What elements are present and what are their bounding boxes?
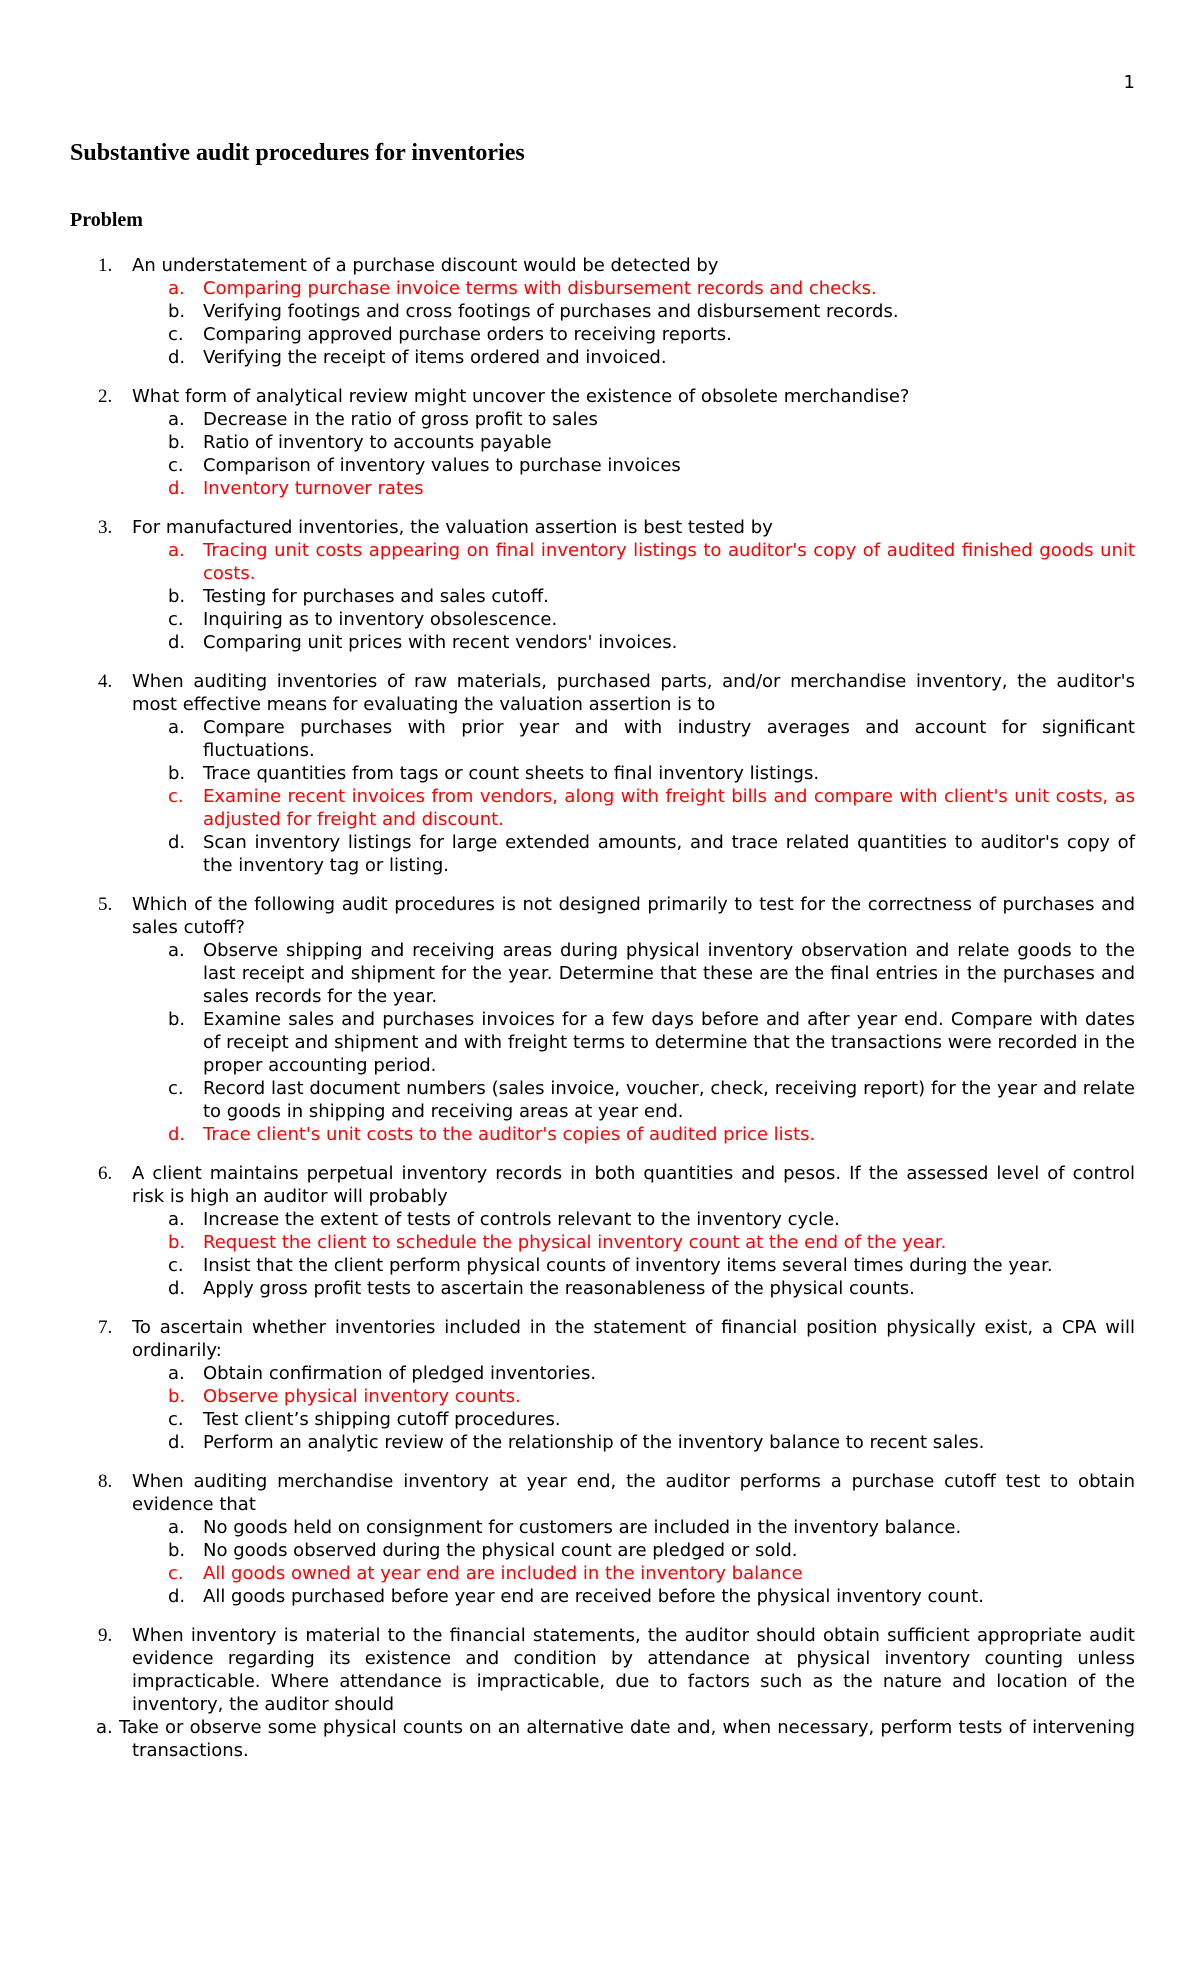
option-text: Insist that the client perform physical counts of inventory items several times during the year. xyxy=(203,1255,1053,1276)
option-c xyxy=(132,323,1135,346)
option-letter: a. xyxy=(168,1517,185,1538)
option-b xyxy=(132,762,1135,785)
question-8 xyxy=(70,1470,1135,1608)
option-b xyxy=(132,431,1135,454)
document-content xyxy=(70,140,1135,1778)
option-letter: d. xyxy=(168,347,186,368)
question-text: When auditing inventories of raw materials, purchased parts, and/or merchandise inventory, the auditor's most effective means for evaluating the valuation assertion is to xyxy=(132,671,1135,715)
option-letter: a. xyxy=(168,278,185,299)
question-6 xyxy=(70,1162,1135,1300)
option-letter: d. xyxy=(168,832,186,853)
option-letter: b. xyxy=(168,301,186,322)
question-3 xyxy=(70,516,1135,654)
option-d xyxy=(132,631,1135,654)
option-list xyxy=(132,1516,1135,1608)
question-7 xyxy=(70,1316,1135,1454)
option-text: Observe physical inventory counts. xyxy=(203,1386,521,1407)
option-c xyxy=(132,1408,1135,1431)
question-text: To ascertain whether inventories included in the statement of financial position physically exist, a CPA will ordinarily: xyxy=(132,1317,1135,1361)
option-text: Request the client to schedule the physical inventory count at the end of the year. xyxy=(203,1232,947,1253)
option-letter: c. xyxy=(168,1078,184,1099)
option-letter: a. xyxy=(168,540,185,561)
question-text: Which of the following audit procedures is not designed primarily to test for the correctness of purchases and sales cutoff? xyxy=(132,894,1135,938)
option-text: Comparing unit prices with recent vendors' invoices. xyxy=(203,632,678,653)
option-text: Trace quantities from tags or count sheets to final inventory listings. xyxy=(203,763,820,784)
option-letter: b. xyxy=(168,432,186,453)
option-b-answer xyxy=(132,1385,1135,1408)
option-letter: b. xyxy=(168,763,186,784)
option-list xyxy=(132,1208,1135,1300)
document-title: Substantive audit procedures for inventories xyxy=(70,140,525,166)
option-b xyxy=(132,300,1135,323)
option-text: Testing for purchases and sales cutoff. xyxy=(203,586,549,607)
option-d xyxy=(132,1277,1135,1300)
option-text: No goods held on consignment for customers are included in the inventory balance. xyxy=(203,1517,962,1538)
option-letter: b. xyxy=(168,1386,186,1407)
option-list xyxy=(132,408,1135,500)
option-b xyxy=(132,585,1135,608)
question-number: 8. xyxy=(98,1471,113,1492)
option-text: Examine sales and purchases invoices for a few days before and after year end. Compare with dates of receipt and shipment and with freight terms to determine that the transactions were recorded in the proper accounting period. xyxy=(203,1009,1135,1076)
option-list xyxy=(96,1716,1135,1762)
option-a xyxy=(132,1362,1135,1385)
option-letter: d. xyxy=(168,1432,186,1453)
option-c xyxy=(132,608,1135,631)
option-d xyxy=(132,346,1135,369)
option-letter: b. xyxy=(168,1540,186,1561)
option-b xyxy=(132,1539,1135,1562)
option-text: Verifying the receipt of items ordered and invoiced. xyxy=(203,347,667,368)
option-b-answer xyxy=(132,1231,1135,1254)
option-text: Obtain confirmation of pledged inventories. xyxy=(203,1363,597,1384)
question-list xyxy=(70,254,1135,1762)
option-letter: a. xyxy=(168,940,185,961)
option-letter: a. xyxy=(168,1363,185,1384)
option-a xyxy=(132,1208,1135,1231)
option-letter: d. xyxy=(168,1124,186,1145)
option-text: Take or observe some physical counts on an alternative date and, when necessary, perform tests of intervening transactions. xyxy=(118,1717,1135,1761)
question-number: 9. xyxy=(98,1625,113,1646)
option-letter: d. xyxy=(168,632,186,653)
question-9 xyxy=(70,1624,1135,1762)
option-list xyxy=(132,716,1135,877)
question-number: 2. xyxy=(98,386,113,407)
option-letter: a. xyxy=(168,1209,185,1230)
option-d xyxy=(132,831,1135,877)
option-a xyxy=(132,1516,1135,1539)
option-a xyxy=(132,939,1135,1008)
option-d-answer xyxy=(132,477,1135,500)
option-letter: a. xyxy=(168,409,185,430)
option-text: Increase the extent of tests of controls relevant to the inventory cycle. xyxy=(203,1209,840,1230)
question-number: 6. xyxy=(98,1163,113,1184)
option-letter: c. xyxy=(168,455,184,476)
option-letter: b. xyxy=(168,1232,186,1253)
option-letter: c. xyxy=(168,1409,184,1430)
question-1 xyxy=(70,254,1135,369)
question-number: 4. xyxy=(98,671,113,692)
option-text: Ratio of inventory to accounts payable xyxy=(203,432,552,453)
option-text: All goods owned at year end are included in the inventory balance xyxy=(203,1563,803,1584)
option-letter: d. xyxy=(168,1278,186,1299)
question-text: For manufactured inventories, the valuation assertion is best tested by xyxy=(132,517,773,538)
option-text: Inventory turnover rates xyxy=(203,478,424,499)
option-text: Test client’s shipping cutoff procedures. xyxy=(203,1409,561,1430)
option-a xyxy=(132,408,1135,431)
option-d xyxy=(132,1431,1135,1454)
question-2 xyxy=(70,385,1135,500)
option-letter: b. xyxy=(168,1009,186,1030)
option-text: No goods observed during the physical count are pledged or sold. xyxy=(203,1540,798,1561)
option-c xyxy=(132,1077,1135,1123)
option-list xyxy=(132,277,1135,369)
question-text: When inventory is material to the financial statements, the auditor should obtain sufficient appropriate audit evidence regarding its existence and condition by attendance at physical inventory counting unless impracticable. Where attendance is impracticable, due to factors such as the nature and location of the inventory, the auditor should xyxy=(132,1625,1135,1715)
question-text: A client maintains perpetual inventory records in both quantities and pesos. If the assessed level of control risk is high an auditor will probably xyxy=(132,1163,1135,1207)
option-d xyxy=(132,1585,1135,1608)
option-text: Record last document numbers (sales invoice, voucher, check, receiving report) for the year and relate to goods in shipping and receiving areas at year end. xyxy=(203,1078,1135,1122)
option-c xyxy=(132,1254,1135,1277)
option-text: Scan inventory listings for large extended amounts, and trace related quantities to auditor's copy of the inventory tag or listing. xyxy=(203,832,1135,876)
option-text: Examine recent invoices from vendors, along with freight bills and compare with client's unit costs, as adjusted for freight and discount. xyxy=(203,786,1135,830)
option-b xyxy=(132,1008,1135,1077)
option-letter: c. xyxy=(168,1255,184,1276)
option-text: All goods purchased before year end are received before the physical inventory count. xyxy=(203,1586,985,1607)
question-number: 1. xyxy=(98,255,113,276)
option-text: Perform an analytic review of the relationship of the inventory balance to recent sales. xyxy=(203,1432,985,1453)
option-text: Comparing purchase invoice terms with disbursement records and checks. xyxy=(203,278,877,299)
option-text: Compare purchases with prior year and with industry averages and account for significant fluctuations. xyxy=(203,717,1135,761)
option-a-answer xyxy=(132,539,1135,585)
option-text: Trace client's unit costs to the auditor's copies of audited price lists. xyxy=(203,1124,816,1145)
section-heading: Problem xyxy=(70,209,143,231)
option-letter: d. xyxy=(168,1586,186,1607)
option-a xyxy=(132,716,1135,762)
option-text: Apply gross profit tests to ascertain the reasonableness of the physical counts. xyxy=(203,1278,915,1299)
question-number: 7. xyxy=(98,1317,113,1338)
option-text: Decrease in the ratio of gross profit to sales xyxy=(203,409,598,430)
option-c-answer xyxy=(132,1562,1135,1585)
option-text: Comparison of inventory values to purchase invoices xyxy=(203,455,681,476)
option-letter: c. xyxy=(168,609,184,630)
option-text: Observe shipping and receiving areas during physical inventory observation and relate goods to the last receipt and shipment for the year. Determine that these are the final entries in the purchases and sales records for the year. xyxy=(203,940,1135,1007)
question-4 xyxy=(70,670,1135,877)
question-number: 5. xyxy=(98,894,113,915)
option-letter: c. xyxy=(168,324,184,345)
option-text: Comparing approved purchase orders to receiving reports. xyxy=(203,324,732,345)
option-text: Verifying footings and cross footings of purchases and disbursement records. xyxy=(203,301,899,322)
option-letter: c. xyxy=(168,1563,184,1584)
option-c-answer xyxy=(132,785,1135,831)
question-text: When auditing merchandise inventory at year end, the auditor performs a purchase cutoff test to obtain evidence that xyxy=(132,1471,1135,1515)
question-text: What form of analytical review might uncover the existence of obsolete merchandise? xyxy=(132,386,910,407)
question-text: An understatement of a purchase discount would be detected by xyxy=(132,255,719,276)
option-d-answer xyxy=(132,1123,1135,1146)
option-list xyxy=(132,539,1135,654)
page-number: 1 xyxy=(1123,72,1135,93)
option-list xyxy=(132,939,1135,1146)
option-c xyxy=(132,454,1135,477)
question-number: 3. xyxy=(98,517,113,538)
option-a xyxy=(96,1716,1135,1762)
option-text: Tracing unit costs appearing on final inventory listings to auditor's copy of audited finished goods unit costs. xyxy=(203,540,1135,584)
option-text: Inquiring as to inventory obsolescence. xyxy=(203,609,558,630)
option-list xyxy=(132,1362,1135,1454)
option-letter: c. xyxy=(168,786,184,807)
question-5 xyxy=(70,893,1135,1146)
option-letter: a. xyxy=(168,717,185,738)
option-letter: a. xyxy=(96,1717,113,1738)
option-a-answer xyxy=(132,277,1135,300)
option-letter: d. xyxy=(168,478,186,499)
option-letter: b. xyxy=(168,586,186,607)
